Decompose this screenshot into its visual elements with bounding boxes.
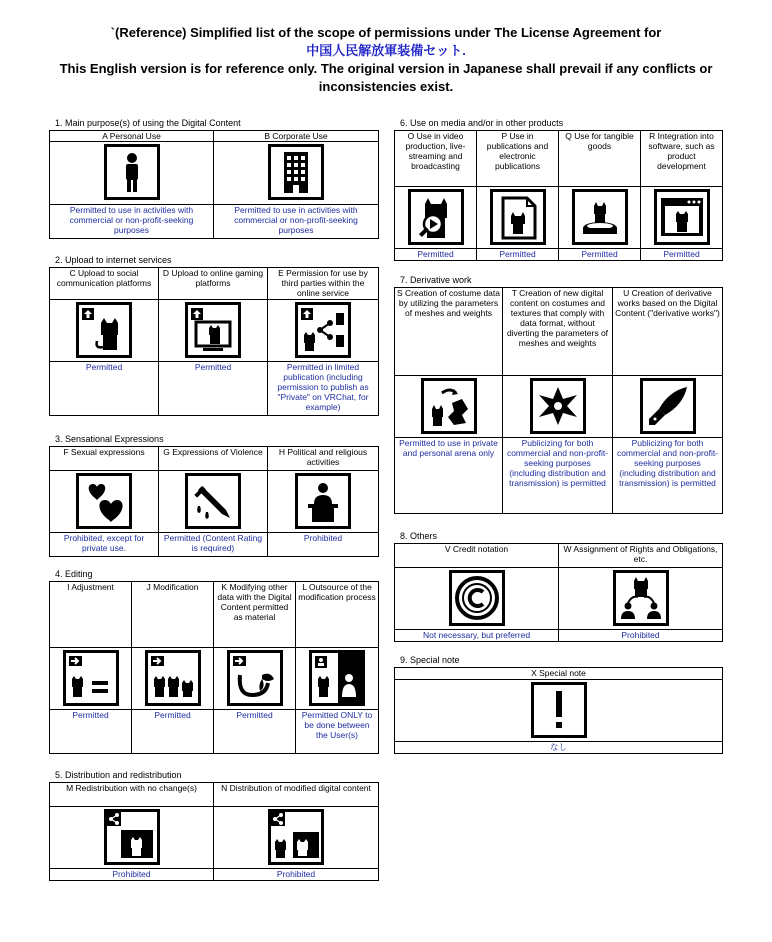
permission-label: E Permission for use by third parties within the online service <box>268 268 379 300</box>
permission-value: Permitted ONLY to be done between the User(s) <box>296 710 379 754</box>
permission-value: Publicizing for both commercial and non-profit-seeking purposes (including distribution and transmission) is permitted <box>503 438 613 514</box>
section-editing <box>49 569 379 754</box>
section-title: 4. Editing <box>55 569 93 579</box>
permission-value: Prohibited <box>214 869 379 881</box>
section-title: 1. Main purpose(s) of using the Digital Content <box>55 118 241 128</box>
permission-value: Permitted <box>559 249 641 261</box>
permission-label: F Sexual expressions <box>50 447 159 471</box>
permission-table <box>49 782 379 881</box>
permission-label: J Modification <box>132 582 214 648</box>
section-distribution <box>49 770 379 881</box>
podium-speaker-icon <box>295 473 351 529</box>
permission-label: H Political and religious activities <box>268 447 379 471</box>
upload-gaming-icon <box>185 302 241 358</box>
permission-label: X Special note <box>395 668 723 680</box>
permission-label: N Distribution of modified digital content <box>214 783 379 807</box>
modify-other-data-icon <box>227 650 283 706</box>
permission-table <box>49 267 379 416</box>
permission-table <box>49 446 379 557</box>
permission-label: G Expressions of Violence <box>159 447 268 471</box>
permission-label: I Adjustment <box>50 582 132 648</box>
section-title: 8. Others <box>400 531 438 541</box>
costume-creation-icon <box>421 378 477 434</box>
section-title: 3. Sensational Expressions <box>55 434 164 444</box>
publication-icon <box>490 189 546 245</box>
assignment-icon <box>613 570 669 626</box>
permission-value: Permitted to use in activities with commercial or non-profit-seeking purposes <box>214 205 379 239</box>
video-play-icon <box>408 189 464 245</box>
hearts-icon <box>76 473 132 529</box>
section-main-purpose <box>49 118 379 239</box>
permission-label: M Redistribution with no change(s) <box>50 783 214 807</box>
permission-table <box>394 667 723 754</box>
permission-label: L Outsource of the modification process <box>296 582 379 648</box>
section-upload <box>49 255 379 416</box>
permission-value: Permitted <box>395 249 477 261</box>
permission-label: C Upload to social communication platforms <box>50 268 159 300</box>
permission-value: Permitted <box>477 249 559 261</box>
permission-value: Permitted to use in activities with commercial or non-profit-seeking purposes <box>50 205 214 239</box>
permission-label: Q Use for tangible goods <box>559 131 641 187</box>
permission-value: Prohibited, except for private use. <box>50 533 159 557</box>
section-special-note <box>394 655 723 754</box>
section-derivative <box>394 275 723 514</box>
permission-label: W Assignment of Rights and Obligations, etc. <box>559 544 723 568</box>
permission-label: D Upload to online gaming platforms <box>159 268 268 300</box>
permission-value: Prohibited <box>50 869 214 881</box>
permission-label: A Personal Use <box>50 131 214 142</box>
permission-value: Prohibited <box>559 630 723 642</box>
distribute-modified-icon <box>268 809 324 865</box>
section-others <box>394 531 723 642</box>
outsource-icon <box>309 650 365 706</box>
permission-value: Permitted <box>641 249 723 261</box>
permission-label: S Creation of costume data by utilizing the parameters of meshes and weights <box>395 288 503 376</box>
section-title: 5. Distribution and redistribution <box>55 770 182 780</box>
permission-label: B Corporate Use <box>214 131 379 142</box>
permission-value: Permitted <box>50 710 132 754</box>
adjustment-icon <box>63 650 119 706</box>
header-line-3: This English version is for reference only. The original version in Japanese shall prevail if any conflicts or <box>59 61 713 76</box>
document-header <box>0 24 772 96</box>
pen-nib-icon <box>640 378 696 434</box>
permission-label: V Credit notation <box>395 544 559 568</box>
permission-label: U Creation of derivative works based on the Digital Content ("derivative works") <box>613 288 723 376</box>
permission-value: Not necessary, but preferred <box>395 630 559 642</box>
header-line-1: `(Reference) Simplified list of the scope of permissions under The License Agreement for <box>110 25 662 40</box>
knife-icon <box>185 473 241 529</box>
section-sensational <box>49 434 379 557</box>
section-title: 9. Special note <box>400 655 460 665</box>
header-line-4: inconsistencies exist. <box>318 79 454 94</box>
modification-icon <box>145 650 201 706</box>
permission-value: Permitted <box>132 710 214 754</box>
permission-table <box>394 287 723 514</box>
permission-value: Permitted in limited publication (including permission to publish as "Private" on VRChat, for example) <box>268 362 379 416</box>
redistribute-icon <box>104 809 160 865</box>
permission-label: K Modifying other data with the Digital Content permitted as material <box>214 582 296 648</box>
permission-table <box>49 581 379 754</box>
share-third-party-icon <box>295 302 351 358</box>
permission-value: Publicizing for both commercial and non-profit-seeking purposes (including distribution and transmission) is permitted <box>613 438 723 514</box>
permission-label: P Use in publications and electronic publications <box>477 131 559 187</box>
section-title: 2. Upload to internet services <box>55 255 172 265</box>
permission-value: なし <box>395 742 723 754</box>
tangible-goods-icon <box>572 189 628 245</box>
software-window-icon <box>654 189 710 245</box>
section-title: 7. Derivative work <box>400 275 472 285</box>
section-title: 6. Use on media and/or in other products <box>400 118 564 128</box>
product-name: 中国人民解放軍装備セット. <box>306 43 466 58</box>
permission-value: Permitted <box>159 362 268 416</box>
permission-value: Permitted <box>50 362 159 416</box>
permission-value: Permitted <box>214 710 296 754</box>
permission-label: O Use in video production, live-streaming and broadcasting <box>395 131 477 187</box>
building-icon <box>268 144 324 200</box>
permission-label: R Integration into software, such as product development <box>641 131 723 187</box>
upload-social-icon <box>76 302 132 358</box>
permission-label: T Creation of new digital content on costumes and textures that comply with data format, without diverting the parameters of meshes and weights <box>503 288 613 376</box>
permission-value: Permitted (Content Rating is required) <box>159 533 268 557</box>
permission-table <box>49 130 379 239</box>
texture-flower-icon <box>530 378 586 434</box>
permission-value: Prohibited <box>268 533 379 557</box>
permission-table <box>394 543 723 642</box>
copyright-icon <box>449 570 505 626</box>
section-media-use <box>394 118 723 261</box>
person-icon <box>104 144 160 200</box>
permission-table <box>394 130 723 261</box>
permission-value: Permitted to use in private and personal arena only <box>395 438 503 514</box>
exclamation-icon <box>531 682 587 738</box>
